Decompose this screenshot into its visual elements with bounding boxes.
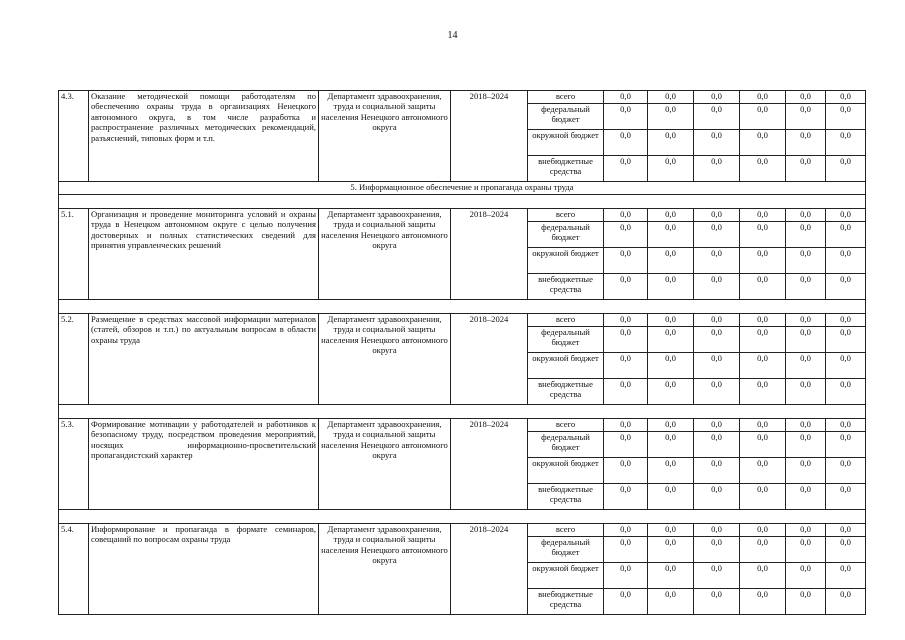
funding-value: 0,0: [648, 274, 694, 300]
funding-value: 0,0: [648, 353, 694, 379]
funding-value: 0,0: [786, 484, 826, 510]
funding-value: 0,0: [826, 353, 866, 379]
funding-value: 0,0: [604, 589, 648, 615]
funding-value: 0,0: [826, 314, 866, 327]
funding-value: 0,0: [648, 327, 694, 353]
funding-source-label: внебюджетные средства: [528, 156, 604, 182]
funding-source-label: окружной бюджет: [528, 130, 604, 156]
funding-value: 0,0: [826, 419, 866, 432]
funding-value: 0,0: [786, 419, 826, 432]
program-activities-table: [58, 90, 866, 615]
funding-value: 0,0: [648, 484, 694, 510]
item-department: Департамент здравоохранения, труда и социальной защиты населения Ненецкого автономного округа: [319, 91, 451, 182]
item-number: 5.2.: [59, 314, 89, 405]
funding-value: 0,0: [740, 537, 786, 563]
funding-value: 0,0: [604, 563, 648, 589]
funding-value: 0,0: [740, 314, 786, 327]
funding-source-label: окружной бюджет: [528, 458, 604, 484]
item-period: 2018–2024: [451, 209, 528, 300]
funding-value: 0,0: [694, 209, 740, 222]
funding-value: 0,0: [740, 524, 786, 537]
funding-value: 0,0: [826, 524, 866, 537]
funding-value: 0,0: [826, 91, 866, 104]
funding-value: 0,0: [604, 379, 648, 405]
funding-value: 0,0: [648, 563, 694, 589]
funding-value: 0,0: [604, 432, 648, 458]
funding-source-label: федеральный бюджет: [528, 104, 604, 130]
funding-value: 0,0: [740, 327, 786, 353]
funding-value: 0,0: [648, 130, 694, 156]
funding-value: 0,0: [786, 209, 826, 222]
funding-value: 0,0: [786, 248, 826, 274]
funding-value: 0,0: [786, 458, 826, 484]
spacer-row: [59, 405, 866, 419]
funding-value: 0,0: [648, 379, 694, 405]
funding-value: 0,0: [826, 589, 866, 615]
funding-value: 0,0: [826, 209, 866, 222]
funding-value: 0,0: [604, 222, 648, 248]
item-department: Департамент здравоохранения, труда и социальной защиты населения Ненецкого автономного округа: [319, 419, 451, 510]
funding-value: 0,0: [694, 274, 740, 300]
funding-value: 0,0: [694, 156, 740, 182]
funding-source-label: окружной бюджет: [528, 563, 604, 589]
funding-value: 0,0: [604, 156, 648, 182]
funding-value: 0,0: [786, 222, 826, 248]
item-period: 2018–2024: [451, 314, 528, 405]
funding-value: 0,0: [740, 563, 786, 589]
funding-value: 0,0: [648, 222, 694, 248]
funding-value: 0,0: [826, 537, 866, 563]
table-row: [59, 524, 866, 537]
funding-value: 0,0: [694, 91, 740, 104]
funding-value: 0,0: [740, 248, 786, 274]
funding-source-label: всего: [528, 91, 604, 104]
item-description: Информирование и пропаганда в формате семинаров, совещаний по вопросам охраны труда: [89, 524, 319, 615]
item-description: Оказание методической помощи работодателям по обеспечению охраны труда в организациях Ненецкого автономного округа, в том числе разработка и распространение различных методических рекомендаций, разъяснений, типовых форм и т.п.: [89, 91, 319, 182]
funding-value: 0,0: [826, 432, 866, 458]
funding-value: 0,0: [826, 379, 866, 405]
table-row: [59, 91, 866, 104]
funding-source-label: окружной бюджет: [528, 353, 604, 379]
funding-source-label: федеральный бюджет: [528, 432, 604, 458]
funding-source-label: федеральный бюджет: [528, 537, 604, 563]
funding-value: 0,0: [826, 327, 866, 353]
spacer-cell: [59, 300, 866, 314]
funding-value: 0,0: [694, 563, 740, 589]
item-department: Департамент здравоохранения, труда и социальной защиты населения Ненецкого автономного округа: [319, 209, 451, 300]
spacer-row: [59, 510, 866, 524]
spacer-row: [59, 300, 866, 314]
funding-value: 0,0: [694, 524, 740, 537]
funding-value: 0,0: [740, 419, 786, 432]
spacer-row: [59, 195, 866, 209]
funding-value: 0,0: [740, 432, 786, 458]
table-row: [59, 209, 866, 222]
funding-value: 0,0: [786, 353, 826, 379]
funding-source-label: всего: [528, 419, 604, 432]
funding-value: 0,0: [740, 589, 786, 615]
item-number: 5.3.: [59, 419, 89, 510]
funding-source-label: всего: [528, 524, 604, 537]
page-number: 14: [447, 30, 458, 41]
item-description: Формирование мотивации у работодателей и работников к безопасному труду, посредством проведения мероприятий, носящих информационно-просветительский пропагандистский характер: [89, 419, 319, 510]
funding-value: 0,0: [604, 209, 648, 222]
funding-value: 0,0: [786, 91, 826, 104]
funding-value: 0,0: [604, 419, 648, 432]
funding-value: 0,0: [826, 222, 866, 248]
funding-value: 0,0: [786, 156, 826, 182]
spacer-cell: [59, 195, 866, 209]
funding-value: 0,0: [604, 130, 648, 156]
funding-value: 0,0: [826, 458, 866, 484]
funding-value: 0,0: [740, 130, 786, 156]
funding-value: 0,0: [740, 91, 786, 104]
funding-source-label: внебюджетные средства: [528, 274, 604, 300]
funding-value: 0,0: [648, 209, 694, 222]
funding-value: 0,0: [740, 222, 786, 248]
funding-value: 0,0: [604, 327, 648, 353]
funding-value: 0,0: [694, 222, 740, 248]
funding-value: 0,0: [648, 91, 694, 104]
funding-value: 0,0: [648, 419, 694, 432]
funding-value: 0,0: [740, 353, 786, 379]
funding-value: 0,0: [604, 537, 648, 563]
funding-value: 0,0: [786, 104, 826, 130]
funding-value: 0,0: [648, 104, 694, 130]
item-description: Организация и проведение мониторинга условий и охраны труда в Ненецком автономном округе с целью получения достоверных и полных статистических сведений для принятия управленческих решений: [89, 209, 319, 300]
funding-source-label: окружной бюджет: [528, 248, 604, 274]
funding-value: 0,0: [786, 432, 826, 458]
funding-value: 0,0: [826, 274, 866, 300]
funding-value: 0,0: [648, 589, 694, 615]
spacer-cell: [59, 510, 866, 524]
funding-value: 0,0: [604, 248, 648, 274]
funding-value: 0,0: [786, 274, 826, 300]
funding-value: 0,0: [694, 130, 740, 156]
funding-value: 0,0: [826, 484, 866, 510]
funding-source-label: федеральный бюджет: [528, 222, 604, 248]
funding-value: 0,0: [786, 537, 826, 563]
table-row: [59, 314, 866, 327]
funding-value: 0,0: [786, 524, 826, 537]
funding-value: 0,0: [786, 589, 826, 615]
item-description: Размещение в средствах массовой информации материалов (статей, обзоров и т.п.) по актуальным вопросам в области охраны труда: [89, 314, 319, 405]
funding-value: 0,0: [604, 458, 648, 484]
item-department: Департамент здравоохранения, труда и социальной защиты населения Ненецкого автономного округа: [319, 314, 451, 405]
funding-value: 0,0: [694, 589, 740, 615]
item-department: Департамент здравоохранения, труда и социальной защиты населения Ненецкого автономного округа: [319, 524, 451, 615]
funding-value: 0,0: [694, 353, 740, 379]
funding-value: 0,0: [740, 379, 786, 405]
funding-source-label: всего: [528, 209, 604, 222]
funding-value: 0,0: [648, 432, 694, 458]
funding-value: 0,0: [786, 563, 826, 589]
funding-value: 0,0: [826, 104, 866, 130]
funding-value: 0,0: [648, 537, 694, 563]
funding-value: 0,0: [694, 248, 740, 274]
section-heading: 5. Информационное обеспечение и пропаганда охраны труда: [59, 182, 866, 195]
funding-value: 0,0: [648, 156, 694, 182]
funding-value: 0,0: [694, 432, 740, 458]
funding-value: 0,0: [786, 379, 826, 405]
funding-value: 0,0: [694, 104, 740, 130]
item-number: 5.4.: [59, 524, 89, 615]
funding-source-label: внебюджетные средства: [528, 589, 604, 615]
funding-value: 0,0: [740, 274, 786, 300]
funding-value: 0,0: [694, 458, 740, 484]
funding-value: 0,0: [740, 458, 786, 484]
funding-value: 0,0: [694, 314, 740, 327]
funding-value: 0,0: [740, 484, 786, 510]
funding-value: 0,0: [604, 91, 648, 104]
table-row: [59, 419, 866, 432]
funding-value: 0,0: [694, 537, 740, 563]
spacer-cell: [59, 405, 866, 419]
funding-value: 0,0: [740, 209, 786, 222]
item-number: 5.1.: [59, 209, 89, 300]
funding-value: 0,0: [826, 130, 866, 156]
funding-value: 0,0: [604, 484, 648, 510]
funding-value: 0,0: [648, 524, 694, 537]
funding-value: 0,0: [826, 563, 866, 589]
funding-value: 0,0: [786, 327, 826, 353]
item-period: 2018–2024: [451, 524, 528, 615]
funding-value: 0,0: [694, 484, 740, 510]
funding-source-label: всего: [528, 314, 604, 327]
funding-value: 0,0: [786, 130, 826, 156]
funding-value: 0,0: [604, 524, 648, 537]
funding-value: 0,0: [826, 248, 866, 274]
item-period: 2018–2024: [451, 419, 528, 510]
funding-value: 0,0: [648, 314, 694, 327]
funding-value: 0,0: [740, 156, 786, 182]
funding-value: 0,0: [826, 156, 866, 182]
item-number: 4.3.: [59, 91, 89, 182]
funding-value: 0,0: [604, 274, 648, 300]
funding-value: 0,0: [648, 248, 694, 274]
funding-source-label: внебюджетные средства: [528, 379, 604, 405]
funding-value: 0,0: [648, 458, 694, 484]
funding-value: 0,0: [694, 379, 740, 405]
item-period: 2018–2024: [451, 91, 528, 182]
funding-source-label: внебюджетные средства: [528, 484, 604, 510]
funding-value: 0,0: [740, 104, 786, 130]
funding-source-label: федеральный бюджет: [528, 327, 604, 353]
funding-value: 0,0: [604, 314, 648, 327]
section-heading-row: [59, 182, 866, 195]
funding-value: 0,0: [694, 327, 740, 353]
funding-value: 0,0: [786, 314, 826, 327]
funding-value: 0,0: [604, 104, 648, 130]
funding-value: 0,0: [604, 353, 648, 379]
funding-value: 0,0: [694, 419, 740, 432]
